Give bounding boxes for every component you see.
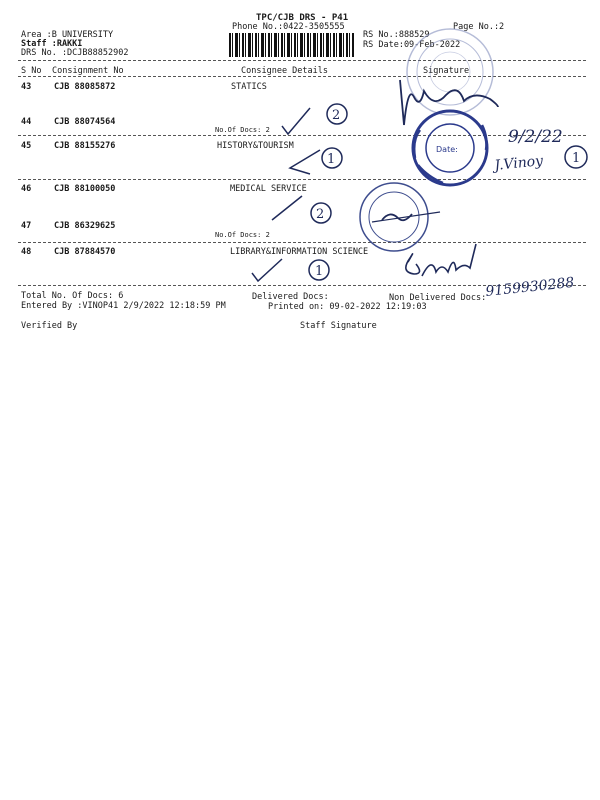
tick-mark-4 <box>252 259 329 281</box>
row-consignee: MEDICAL SERVICE <box>230 184 307 194</box>
col-consignment: Consignment No <box>52 66 124 76</box>
col-consignee: Consignee Details <box>241 66 328 76</box>
row-divider <box>18 242 586 243</box>
col-signature: Signature <box>423 66 470 76</box>
row-consignee: LIBRARY&INFORMATION SCIENCE <box>230 247 369 257</box>
handwritten-date: 9/2/22 <box>508 127 563 147</box>
row-sno: 43 <box>21 82 32 92</box>
row-sno: 46 <box>21 184 32 194</box>
row-consignee: STATICS <box>231 82 267 92</box>
col-sno: S No <box>21 66 42 76</box>
history-tourism-stamp <box>413 111 487 185</box>
header-divider <box>18 60 586 61</box>
handwritten-phone: 9159930288 <box>484 274 576 300</box>
column-header-divider <box>18 76 586 77</box>
printed-on: Printed on: 09-02-2022 12:19:03 <box>268 302 427 312</box>
row-consignment: CJB 88085872 <box>54 82 116 92</box>
tick-mark-2 <box>290 148 342 174</box>
footer-divider <box>18 285 586 286</box>
page-number: Page No.:2 <box>453 22 505 32</box>
signature-scribble <box>400 80 498 125</box>
handwritten-name: J.Vinoy <box>493 152 544 174</box>
tick-mark-1 <box>282 104 347 134</box>
stamp-date-label: Date: <box>436 145 458 154</box>
row-divider <box>18 135 586 136</box>
hand-mark: 2 <box>332 108 341 123</box>
row-divider <box>18 179 586 180</box>
hand-mark: 2 <box>316 207 325 222</box>
hand-mark: 1 <box>327 152 336 167</box>
row-sno: 45 <box>21 141 32 151</box>
row-consignment: CJB 88155276 <box>54 141 116 151</box>
staff-label: Staff :RAKKI <box>21 39 83 49</box>
row-sno: 48 <box>21 247 32 257</box>
row-consignment: CJB 86329625 <box>54 221 116 231</box>
doc-title: TPC/CJB DRS - P41 <box>256 13 349 23</box>
row-sno: 47 <box>21 221 32 231</box>
tick-mark-3 <box>272 196 331 223</box>
entered-by: Entered By :VINOP41 2/9/2022 12:18:59 PM <box>21 301 226 311</box>
tick-mark-5 <box>565 146 587 168</box>
rs-date: RS Date:09-Feb-2022 <box>363 40 461 50</box>
row-consignment: CJB 87884570 <box>54 247 116 257</box>
hand-mark: 1 <box>315 264 324 279</box>
row-consignment: CJB 88074564 <box>54 117 116 127</box>
staff-signature: Staff Signature <box>300 321 377 331</box>
non-delivered-docs: Non Delivered Docs: <box>389 293 487 303</box>
row-sno: 44 <box>21 117 32 127</box>
area-label: Area :B UNIVERSITY <box>21 30 114 40</box>
row-consignee: HISTORY&TOURISM <box>217 141 294 151</box>
row-consignment: CJB 88100050 <box>54 184 116 194</box>
row-docs-count: No.Of Docs: 2 <box>215 231 270 239</box>
barcode <box>229 33 354 57</box>
delivered-docs: Delivered Docs: <box>252 292 329 302</box>
total-docs: Total No. Of Docs: 6 <box>21 291 124 301</box>
medical-physics-stamp <box>360 183 440 251</box>
handwritten-signature <box>406 244 476 276</box>
hand-mark: 1 <box>572 151 581 166</box>
phone-number: Phone No.:0422-3505555 <box>232 22 345 32</box>
verified-by: Verified By <box>21 321 78 331</box>
drs-number: DRS No. :DCJB88852902 <box>21 48 129 58</box>
rs-number: RS No.:888529 <box>363 30 430 40</box>
row-docs-count: No.Of Docs: 2 <box>215 126 270 134</box>
